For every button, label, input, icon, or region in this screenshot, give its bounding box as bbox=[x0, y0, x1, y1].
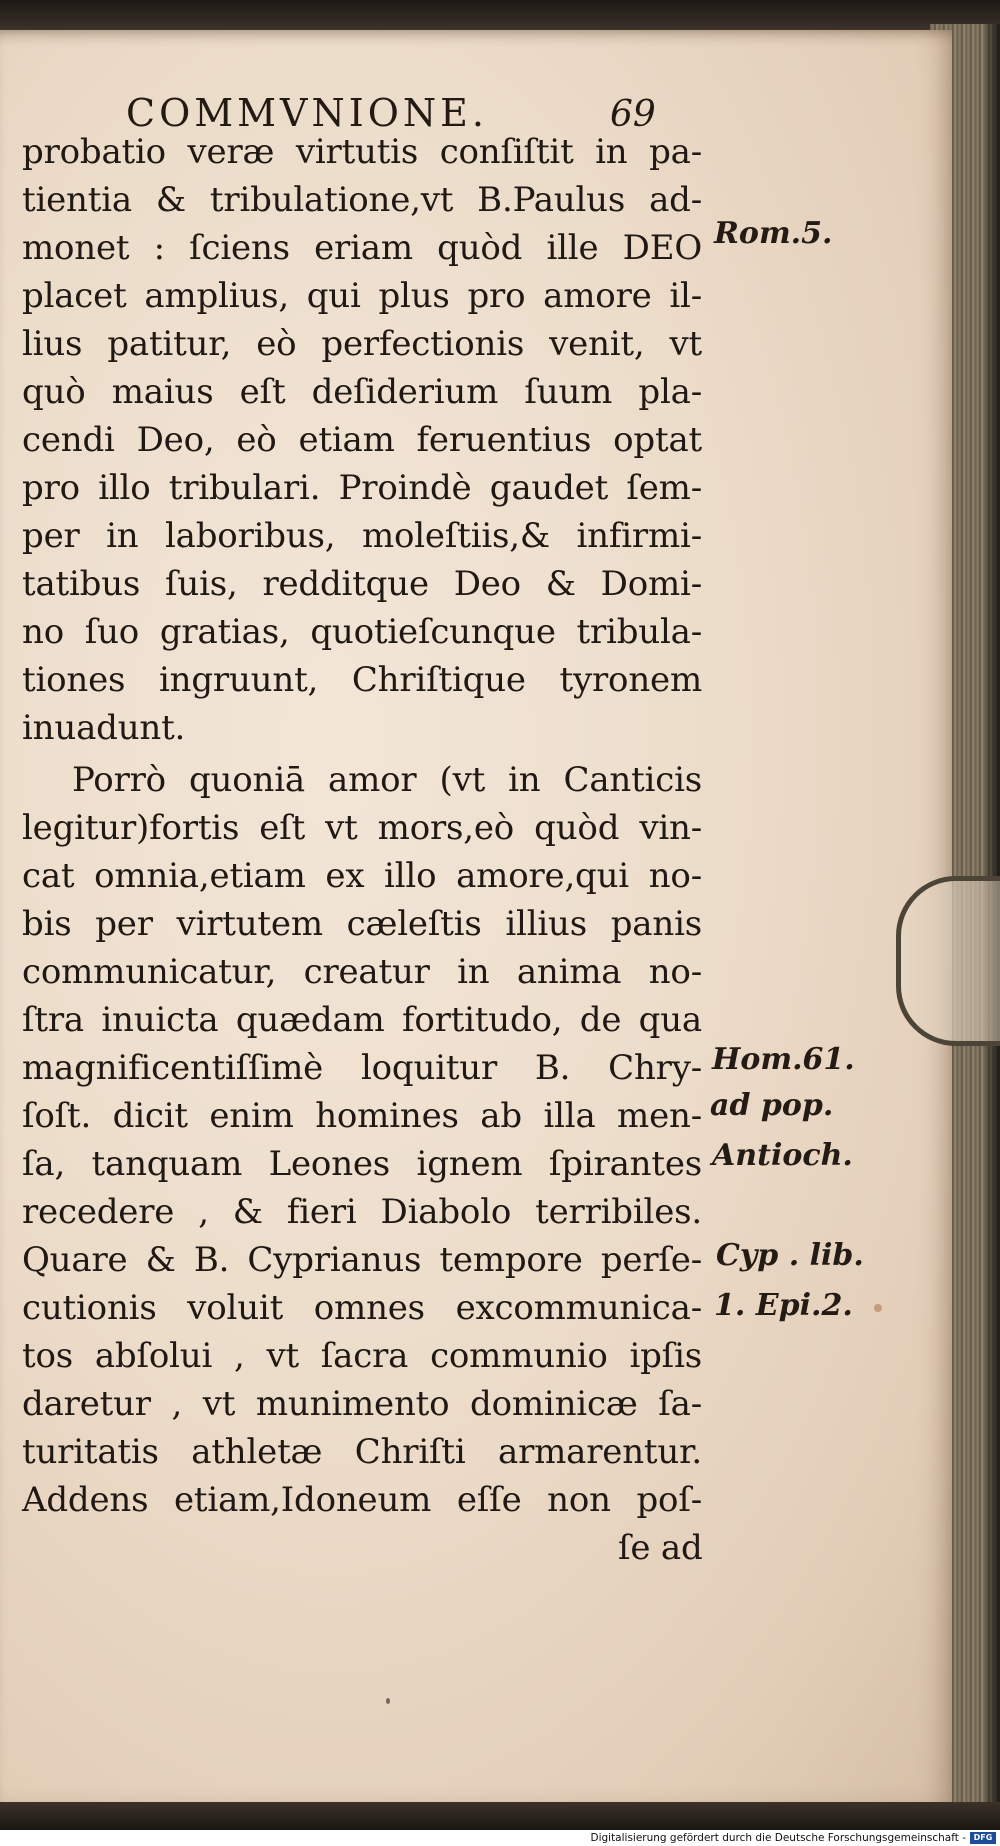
page-clip bbox=[896, 876, 1000, 1046]
margin-note: Antioch. bbox=[712, 1138, 853, 1173]
margin-note: Rom.5. bbox=[714, 216, 833, 251]
text-line: cat omnia,etiam ex illo amore,qui no- bbox=[22, 856, 702, 896]
text-line: magnificentiſſimè loquitur B. Chry- bbox=[22, 1048, 702, 1088]
dfg-logo: DFG bbox=[970, 1832, 996, 1844]
text-line: Porrò quoniā amor (vt in Canticis bbox=[72, 760, 702, 800]
text-line: daretur , vt munimento dominicæ ſa- bbox=[22, 1384, 702, 1424]
paper-stain bbox=[386, 1698, 390, 1704]
text-line: recedere , & fieri Diabolo terribiles. bbox=[22, 1192, 702, 1232]
text-line: tientia & tribulatione,vt B.Paulus ad- bbox=[22, 180, 702, 220]
text-line: quò maius eſt deſiderium ſuum pla- bbox=[22, 372, 702, 412]
margin-note: Cyp . lib. bbox=[716, 1238, 864, 1273]
text-line: tiones ingruunt, Chriſtique tyronem bbox=[22, 660, 702, 700]
page-number: 69 bbox=[610, 94, 656, 135]
text-line: cutionis voluit omnes excommunica- bbox=[22, 1288, 702, 1328]
book-bottom-edge bbox=[0, 1802, 1000, 1830]
text-line: probatio veræ virtutis conſiſtit in pa- bbox=[22, 132, 702, 172]
text-line: inuadunt. bbox=[22, 708, 186, 748]
margin-note: ad pop. bbox=[710, 1088, 834, 1123]
text-line: ſoſt. dicit enim homines ab illa men- bbox=[22, 1096, 702, 1136]
text-line: cendi Deo, eò etiam feruentius optat bbox=[22, 420, 702, 460]
text-line: ſa, tanquam Leones ignem ſpirantes bbox=[22, 1144, 702, 1184]
margin-note: Hom.61. bbox=[712, 1042, 855, 1077]
margin-note: 1. Epi.2. bbox=[714, 1288, 853, 1323]
running-title: COMMVNIONE. bbox=[126, 91, 488, 135]
text-line: no ſuo gratias, quotieſcunque tribula- bbox=[22, 612, 702, 652]
text-line: communicatur, creatur in anima no- bbox=[22, 952, 702, 992]
footer-credit: Digitalisierung gefördert durch die Deutsche Forschungsgemeinschaft - bbox=[590, 1832, 966, 1844]
text-line: pro illo tribulari. Proindè gaudet ſem- bbox=[22, 468, 702, 508]
catchword: ſe ad bbox=[618, 1528, 703, 1568]
text-line: ſtra inuicta quædam fortitudo, de qua bbox=[22, 1000, 702, 1040]
text-line: bis per virtutem cæleſtis illius panis bbox=[22, 904, 702, 944]
text-line: tos abſolui , vt ſacra communio ipſis bbox=[22, 1336, 702, 1376]
text-line: legitur)fortis eſt vt mors,eò quòd vin- bbox=[22, 808, 702, 848]
text-line: per in laboribus, moleſtiis,& infirmi- bbox=[22, 516, 702, 556]
text-line: Quare & B. Cyprianus tempore perſe- bbox=[22, 1240, 702, 1280]
text-line: Addens etiam,Idoneum eſſe non poſ- bbox=[22, 1480, 702, 1520]
text-line: lius patitur, eò perfectionis venit, vt bbox=[22, 324, 702, 364]
text-line: monet : ſciens eriam quòd ille DEO bbox=[22, 228, 702, 268]
paper-stain bbox=[874, 1304, 882, 1312]
text-line: placet amplius, qui plus pro amore il- bbox=[22, 276, 702, 316]
text-line: tatibus ſuis, redditque Deo & Domi- bbox=[22, 564, 702, 604]
text-line: turitatis athletæ Chriſti armarentur. bbox=[22, 1432, 702, 1472]
